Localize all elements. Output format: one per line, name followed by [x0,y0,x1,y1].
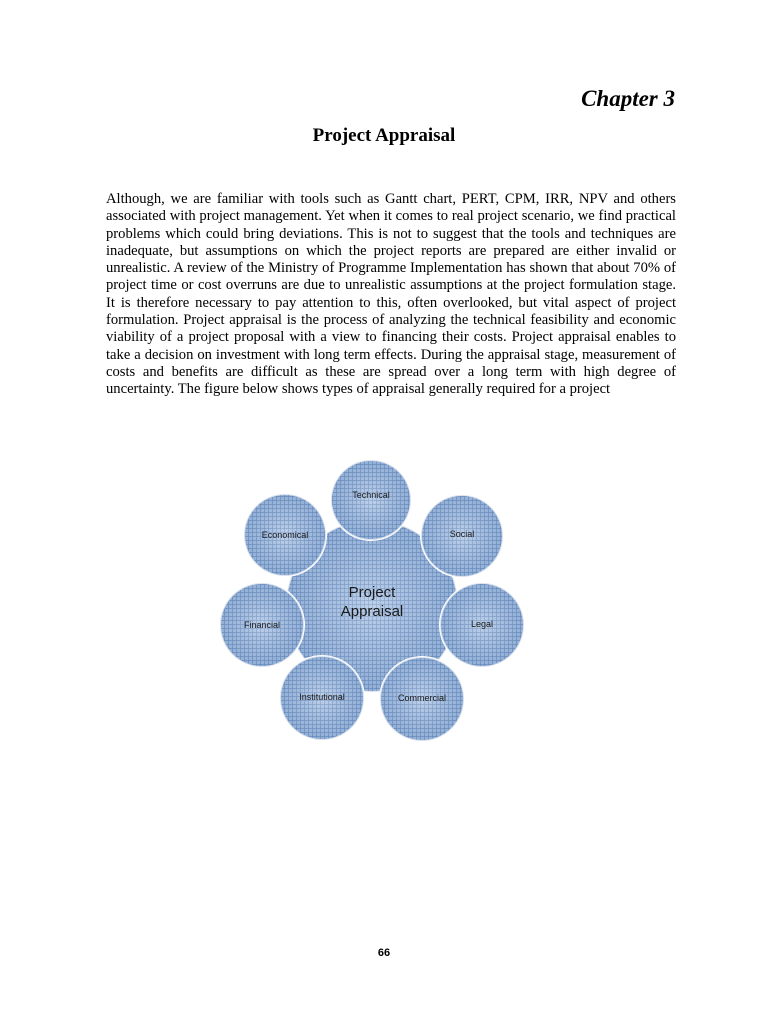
node-social-label: Social [449,529,475,539]
center-label-line2: Appraisal [340,603,404,620]
node-financial [220,583,304,667]
node-technical-label: Technical [352,490,390,500]
center-label-line1: Project [348,584,396,601]
node-institutional-label: Institutional [299,692,345,702]
body-paragraph: Although, we are familiar with tools such as Gantt chart, PERT, CPM, IRR, NPV and others associated with project management. Yet when it comes to real project scenario, we find practical problems which could bring deviations. This is not to suggest that the tools and techniques are inadequate, but assumptions on which the project reports are prepared are either invalid or unrealistic. A review of the Ministry of Programme Implementation has shown that about 70% of project time or cost overruns are due to unrealistic assumptions at the project formulation stage. It is therefore necessary to pay attention to this, often overlooked, but vital aspect of project formulation. Project appraisal is the process of analyzing the technical feasibility and economic viability of a project proposal with a view to financing their costs. Project appraisal enables to take a decision on investment with long term effects. During the appraisal stage, measurement of costs and benefits are difficult as these are spread over a long term with high degree of uncertainty. The figure below shows types of appraisal generally required for a project [106,191,676,398]
node-social [421,495,503,577]
page-title: Project Appraisal [312,125,456,146]
page-number: 66 [377,947,391,959]
chapter-heading: Chapter 3 [581,86,675,111]
node-legal [440,583,524,667]
node-technical [331,460,411,540]
node-institutional [280,656,364,740]
node-commercial [380,657,464,741]
node-economical [244,494,326,576]
node-financial-label: Financial [243,620,281,630]
node-economical-label: Economical [261,530,309,540]
node-commercial-label: Commercial [397,693,447,703]
node-legal-label: Legal [470,619,494,629]
